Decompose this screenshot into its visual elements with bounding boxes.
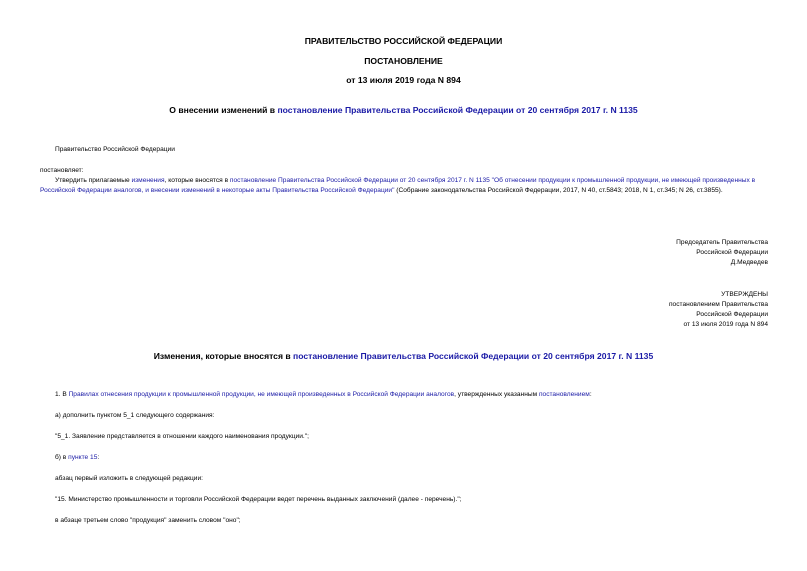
subitem-a-quote: "5_1. Заявление представляется в отношении каждого наименования продукции.";	[55, 433, 309, 440]
signature-block	[676, 238, 768, 268]
title-prefix: О внесении изменений в	[169, 105, 278, 115]
subitem-b-first: абзац первый изложить в следующей редакции:	[55, 475, 203, 482]
item-1	[55, 390, 592, 400]
decree-link[interactable]: постановлением	[538, 391, 590, 398]
subitem-b	[55, 453, 99, 463]
subitem-b-third: в абзаце третьем слово "продукция" заменить словом "оно";	[55, 517, 241, 524]
item1-text-b: , утвержденных указанным	[454, 391, 539, 398]
signature-line-2: Российской Федерации	[696, 249, 768, 256]
approved-block	[669, 290, 768, 330]
approved-line-1: УТВЕРЖДЕНЫ	[721, 291, 768, 298]
preamble-decrees: постановляет:	[40, 167, 84, 174]
subitem-b-text-c: :	[97, 454, 100, 461]
signature-line-3: Д.Медведев	[730, 259, 768, 266]
preamble-paragraph	[40, 176, 768, 196]
subitem-a: а) дополнить пунктом 5_1 следующего содержания:	[55, 412, 215, 419]
approved-line-2: постановлением Правительства	[668, 301, 768, 308]
approved-line-3: Российской Федерации	[696, 311, 768, 318]
p1-text-c: (Собрание законодательства Российской Федерации, 2017, N 40, ст.5843; 2018, N 1, ст.345; N 26, ст.3855).	[394, 187, 723, 194]
clause-15-link[interactable]: пункте 15	[68, 454, 98, 461]
subitem-b-text-a: б) в	[55, 454, 69, 461]
changes-title-prefix: Изменения, которые вносятся в	[153, 351, 294, 361]
p1-text-a: Утвердить прилагаемые	[55, 177, 132, 184]
government-heading: ПРАВИТЕЛЬСТВО РОССИЙСКОЙ ФЕДЕРАЦИИ	[304, 36, 503, 46]
item1-text-c: :	[589, 391, 592, 398]
date-number-heading: от 13 июля 2019 года N 894	[346, 75, 461, 85]
document-title	[0, 105, 807, 115]
title-link[interactable]: постановление Правительства Российской Федерации от 20 сентября 2017 г. N 1135	[277, 105, 638, 115]
decree-1135-link[interactable]: постановление Правительства Российской Федерации от 20 сентября 2017 г. N 1135 "Об отнесении продукции к промышленной продукции, не имеющей произведенных в Российской Федерации аналогов, и внесении изменений в некоторые акты Правительства Российской Федерации"	[40, 177, 756, 194]
approved-line-4: от 13 июля 2019 года N 894	[683, 321, 768, 328]
changes-title-link[interactable]: постановление Правительства Российской Федерации от 20 сентября 2017 г. N 1135	[293, 351, 654, 361]
rules-link[interactable]: Правилах отнесения продукции к промышленной продукции, не имеющей произведенных в Российской Федерации аналогов	[68, 391, 455, 398]
p1-text-b: , которые вносятся в	[164, 177, 230, 184]
doc-type-heading: ПОСТАНОВЛЕНИЕ	[364, 56, 443, 66]
changes-link[interactable]: изменения	[131, 177, 165, 184]
changes-title	[0, 351, 807, 361]
signature-line-1: Председатель Правительства	[676, 239, 768, 246]
preamble-government: Правительство Российской Федерации	[55, 146, 175, 153]
item1-text-a: 1. В	[55, 391, 69, 398]
subitem-b-quote: "15. Министерство промышленности и торговли Российской Федерации ведет перечень выданных заключений (далее - перечень).";	[55, 496, 462, 503]
